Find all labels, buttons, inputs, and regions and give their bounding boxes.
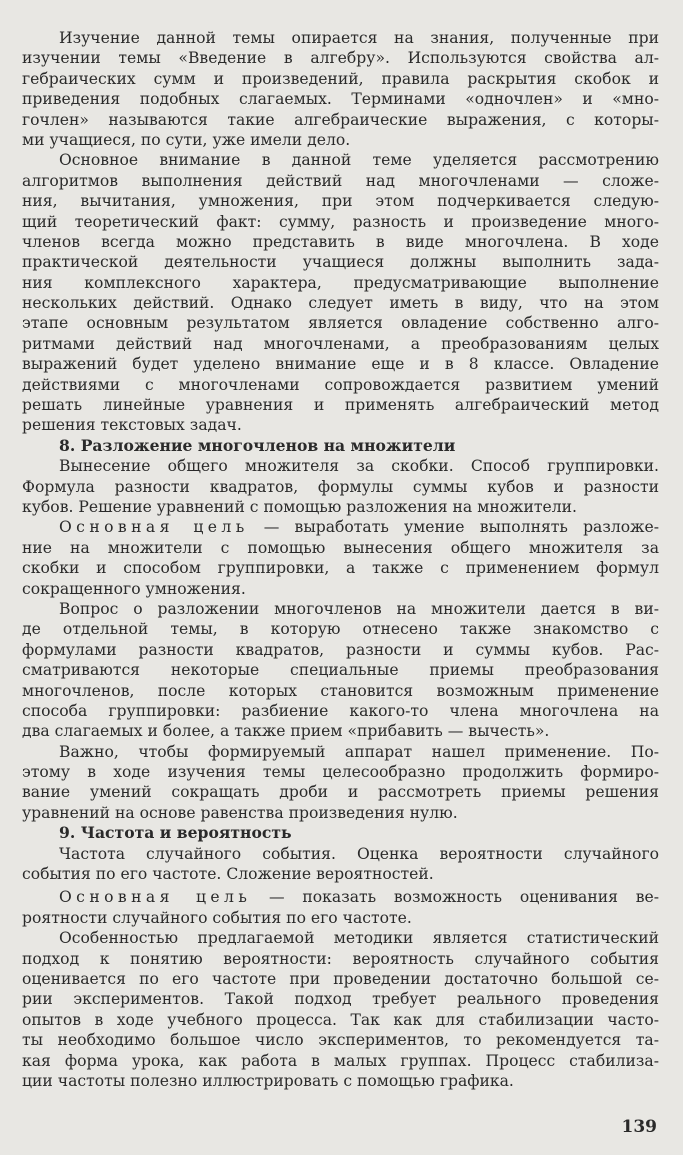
text-line: нескольких действий. Однако следует иметь в виду, что на этом <box>22 294 659 313</box>
paragraph-section8-goal <box>22 517 659 599</box>
text-line <box>22 517 659 537</box>
text-line: ции частоты полезно иллюстрировать с помощью графика. <box>22 1071 514 1090</box>
text-line: выражений будет уделено внимание еще и в 8 классе. Овладение <box>22 355 659 374</box>
goal-lead: Основная цель <box>59 518 249 537</box>
text-line <box>22 887 659 907</box>
text-line: рии экспериментов. Такой подход требует реального проведения <box>22 990 659 1009</box>
page-number: 139 <box>621 1117 657 1137</box>
paragraph-section8-details <box>22 599 659 742</box>
paragraph-main-focus <box>22 150 659 435</box>
text-line: кубов. Решение уравнений с помощью разложения на множители. <box>22 497 577 516</box>
text-line: решать линейные уравнения и применять алгебраический метод <box>22 396 659 415</box>
text-line: роятности случайного события по его частоте. <box>22 908 412 927</box>
goal-lead: Основная цель <box>59 888 252 907</box>
text-line: действиями с многочленами сопровождается развитием умений <box>22 375 659 394</box>
text-line: Вопрос о разложении многочленов на множители дается в ви- <box>59 599 659 618</box>
text-line: события по его частоте. Сложение вероятностей. <box>22 865 434 884</box>
paragraph-intro <box>22 28 659 150</box>
paragraph-section8-application <box>22 742 659 824</box>
text-line: подход к понятию вероятности: вероятность случайного события <box>22 949 659 968</box>
text-line: способа группировки: разбиение какого-то члена многочлена на <box>22 701 659 720</box>
text-line: вание умений сокращать дроби и рассмотреть приемы решения <box>22 783 659 802</box>
section-heading-9: 9. Частота и вероятность <box>59 823 292 843</box>
text-line: ния, вычитания, умножения, при этом подчеркивается следую- <box>22 192 659 211</box>
text-line: два слагаемых и более, а также прием «прибавить — вычесть». <box>22 722 550 741</box>
text-line: алгоритмов выполнения действий над многочленами — сложе- <box>22 171 659 190</box>
text-line: оценивается по его частоте при проведении достаточно большой се- <box>22 969 659 988</box>
paragraph-section9-method <box>22 928 659 1091</box>
section-heading-8: 8. Разложение многочленов на множители <box>59 435 456 455</box>
paragraph-section9-goal <box>22 887 659 928</box>
text-line: щий теоретический факт: сумму, разность и произведение много- <box>22 212 659 231</box>
text-line: Формула разности квадратов, формулы суммы кубов и разности <box>22 477 659 496</box>
text-line: этапе основным результатом является овладение собственно алго- <box>22 314 659 333</box>
text-line: изучении темы «Введение в алгебру». Используются свойства ал- <box>22 49 659 68</box>
text-line: формулами разности квадратов, разности и суммы кубов. Рас- <box>22 640 659 659</box>
paragraph-section9-topics <box>22 844 659 885</box>
text-line: сокращенного умножения. <box>22 579 246 598</box>
text-line: Изучение данной темы опирается на знания, полученные при <box>59 29 659 47</box>
text-line: скобки и способом группировки, а также с применением формул <box>22 559 659 578</box>
text-line: гебраических сумм и произведений, правила раскрытия скобок и <box>22 69 659 88</box>
text-line: Важно, чтобы формируемый аппарат нашел применение. По- <box>59 742 659 761</box>
text-line: ния комплексного характера, предусматривающие выполнение <box>22 273 659 292</box>
text-line: практической деятельности учащиеся должны выполнить зада- <box>22 253 659 272</box>
text-line: опытов в ходе учебного процесса. Так как для стабилизации часто- <box>22 1010 659 1029</box>
text-line: этому в ходе изучения темы целесообразно продолжить формиро- <box>22 763 659 782</box>
text-line: Частота случайного события. Оценка вероятности случайного <box>59 844 659 863</box>
paragraph-section8-topics <box>22 456 659 517</box>
text-line: многочленов, после которых становится возможным применение <box>22 681 659 700</box>
text-line: ритмами действий над многочленами, а преобразованиям целых <box>22 334 659 353</box>
text-line: членов всегда можно представить в виде многочлена. В ходе <box>22 232 659 251</box>
text-line: приведения подобных слагаемых. Терминами «одночлен» и «мно- <box>22 90 659 109</box>
text-line: уравнений на основе равенства произведения нулю. <box>22 803 458 822</box>
goal-text: — выработать умение выполнять разложе- <box>248 518 659 537</box>
text-line: кая форма урока, как работа в малых группах. Процесс стабилиза- <box>22 1051 659 1070</box>
text-line: де отдельной темы, в которую отнесено также знакомство с <box>22 620 659 639</box>
text-line: ние на множители с помощью вынесения общего множителя за <box>22 538 659 557</box>
text-line: Основное внимание в данной теме уделяется рассмотрению <box>59 151 659 170</box>
text-line: Вынесение общего множителя за скобки. Способ группировки. <box>59 457 659 476</box>
text-line: ми учащиеся, по сути, уже имели дело. <box>22 130 351 149</box>
text-line: гочлен» называются такие алгебраические выражения, с которы- <box>22 110 659 129</box>
text-line: ты необходимо большое число экспериментов, то рекомендуется та- <box>22 1031 659 1050</box>
goal-text: — показать возможность оценивания ве- <box>251 888 659 907</box>
text-line: решения текстовых задач. <box>22 416 242 435</box>
text-line: Особенностью предлагаемой методики является статистический <box>59 929 659 948</box>
text-line: сматриваются некоторые специальные приемы преобразования <box>22 661 659 680</box>
